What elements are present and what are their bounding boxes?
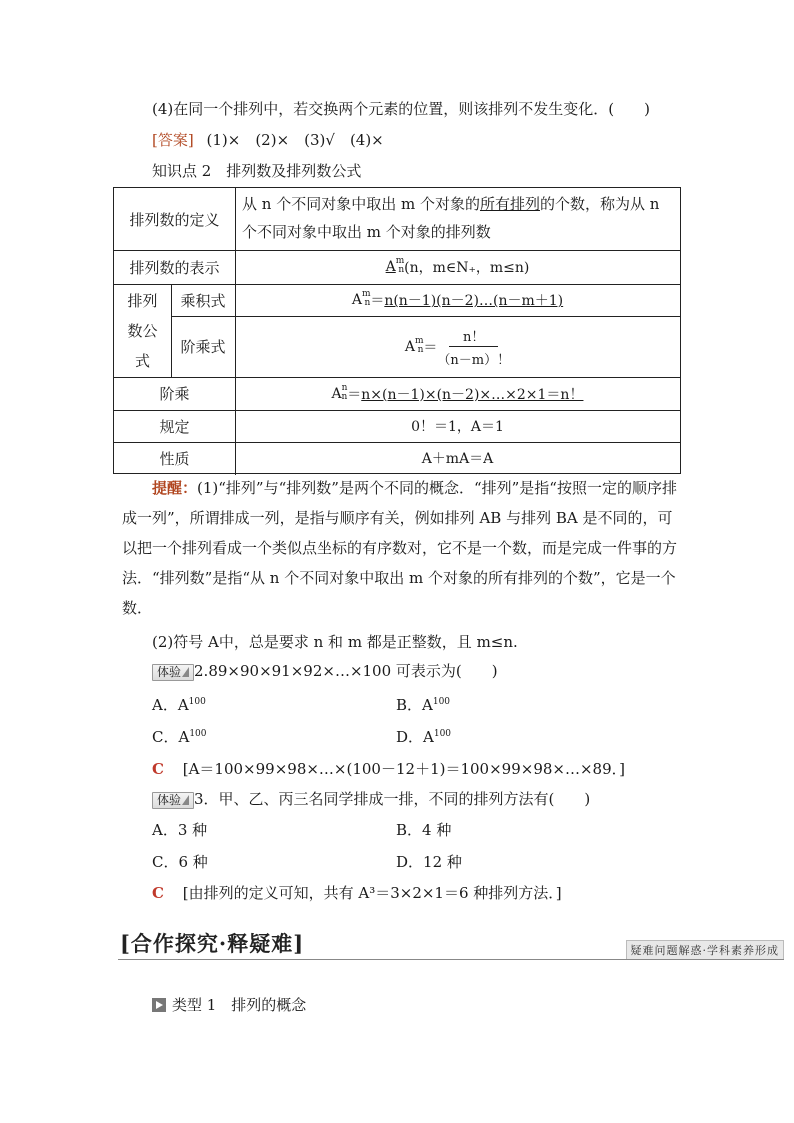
section-subtitle: 疑难问题解惑·学科素养形成 [626, 940, 785, 960]
example-2-answer: C [152, 760, 164, 778]
row-factorial-head: 阶乘 [159, 385, 190, 403]
example-3-option-d: D．12 种 [396, 853, 462, 871]
row-property-head: 性质 [159, 449, 190, 468]
example-2-option-c: C．$A^{100}$ [152, 728, 207, 746]
section-title: [合作探究·释疑难] [120, 931, 305, 956]
tip-paragraph-2: (2)符号 A中，总是要求 n 和 m 都是正整数，且 m≤n. [152, 633, 518, 651]
permutation-table [113, 187, 681, 474]
tip-paragraph-1: 提醒：(1)“排列”与“排列数”是两个不同的概念．“排列”是指“按照一定的顺序排成一列”，所谓排成一列，是指与顺序有关，例如排列 AB 与排列 BA 是不同的，可以把一个排列看成一个类似点坐标的有序数对，它不是一个数，而是完成一件事的方法．“排列数”是指“从 n 个不同对象中取出 m 个对象的所有排列的个数”，它是一个数． [122, 479, 678, 617]
example-2-option-b: B．$A^{100}$ [396, 696, 451, 714]
tip-label: 提醒： [152, 479, 198, 497]
example-3-solution: C [由排列的定义可知，共有 A³＝3×2×1＝6 种排列方法．] [152, 884, 562, 902]
row-property-value: A＋mA＝A [421, 451, 494, 467]
row-formula-head: 排列 数公 式 [127, 291, 158, 370]
play-icon [152, 998, 166, 1012]
answer-text: (1)× (2)× (3)√ (4)× [206, 131, 384, 149]
example-3-stem: 体验 3．甲、乙、丙三名同学排成一排，不同的排列方法有( ) [152, 788, 590, 809]
row-definition-value: 从 n 个不同对象中取出 m 个对象的所有排列的个数，称为从 n 个不同对象中取出 m 个对象的排列数 [242, 195, 660, 241]
row-definition-head: 排列数的定义 [129, 210, 220, 229]
question-4: (4)在同一个排列中，若交换两个元素的位置，则该排列不发生变化．( ) [152, 100, 650, 118]
row-convention-head: 规定 [159, 417, 190, 436]
example-2-option-a: A．$A^{100}$ [152, 696, 206, 714]
example-3-answer: C [152, 884, 164, 902]
example-2-solution: C [A＝100×99×98×…×(100－12＋1)＝100×99×98×…×89．] [152, 760, 625, 778]
row-notation-head: 排列数的表示 [129, 258, 220, 277]
row-notation-value: A m n (n，m∈N₊，m≤n) [385, 256, 530, 276]
experience-tag: 体验 [152, 792, 194, 809]
example-2-stem: 体验 2.89×90×91×92×…×100 可表示为( ) [152, 660, 498, 681]
factorial-form-value: A m n ＝ $\frac{n!}{(n-m)!}$ [235, 316, 680, 377]
example-3-option-c: C．6 种 [152, 853, 208, 871]
factorial-form-head: 阶乘式 [180, 338, 226, 356]
knowledge-title: 知识点 2 排列数及排列数公式 [152, 162, 362, 180]
example-2-option-d: D．$A^{100}$ [396, 728, 452, 746]
product-form-head: 乘积式 [180, 291, 226, 310]
section-header [118, 926, 784, 960]
row-convention-value: 0！＝1，A＝1 [411, 419, 504, 435]
example-3-option-a: A．3 种 [152, 821, 208, 839]
answer-line [152, 129, 384, 150]
experience-tag: 体验 [152, 664, 194, 681]
product-form-value: A m n ＝ n(n－1)(n－2)…(n－m＋1) [351, 289, 564, 309]
answer-label: [答案] [152, 131, 194, 149]
row-factorial-value: A n n ＝ n×(n－1)×(n－2)×…×2×1＝n！ [331, 382, 584, 403]
example-3-option-b: B．4 种 [396, 821, 452, 839]
type-1-title: 类型 1 排列的概念 [152, 994, 306, 1015]
